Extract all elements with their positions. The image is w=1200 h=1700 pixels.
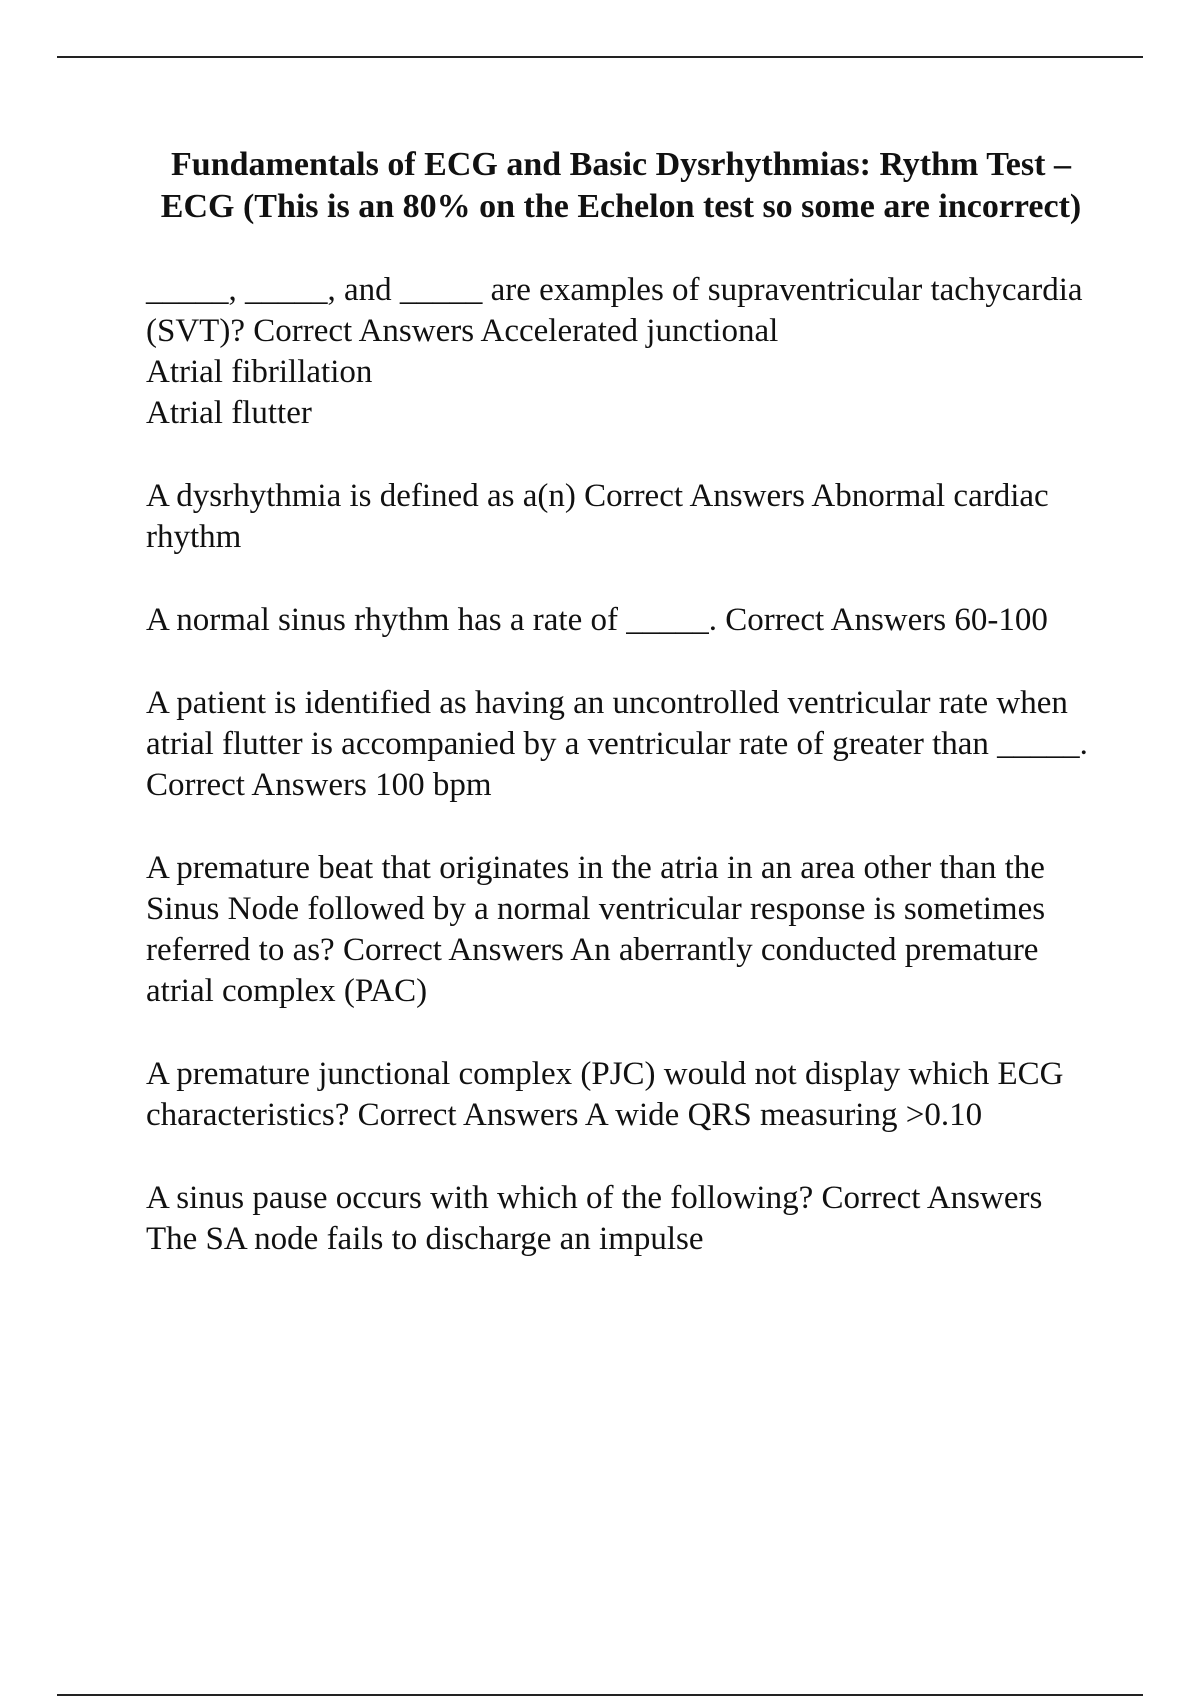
qa-item-pjc-characteristics: A premature junctional complex (PJC) would not display which ECG characteristics? Correct Answers A wide QRS measuring >0.10 bbox=[146, 1056, 1064, 1133]
qa-item-dysrhythmia-definition: A dysrhythmia is defined as a(n) Correct Answers Abnormal cardiac rhythm bbox=[146, 478, 1049, 555]
qa-item-sinus-pause: A sinus pause occurs with which of the following? Correct Answers The SA node fails to discharge an impulse bbox=[146, 1180, 1043, 1257]
document-title: Fundamentals of ECG and Basic Dysrhythmias: Rythm Test – ECG (This is an 80% on the Echelon test so some are incorrect) bbox=[160, 146, 1082, 225]
qa-item-aberrant-pac: A premature beat that originates in the atria in an area other than the Sinus Node followed by a normal ventricular response is sometimes referred to as? Correct Answers An aberrantly conducted premature atrial complex (PAC) bbox=[146, 850, 1046, 1009]
qa-item-normal-sinus-rate: A normal sinus rhythm has a rate of _____. Correct Answers 60-100 bbox=[146, 602, 1048, 638]
document-body bbox=[146, 144, 1096, 1302]
qa-item-svt-examples: _____, _____, and _____ are examples of supraventricular tachycardia (SVT)? Correct Answers Accelerated junctional Atrial fibrillation Atrial flutter bbox=[146, 272, 1083, 431]
top-rule bbox=[57, 56, 1143, 58]
qa-item-uncontrolled-ventricular-rate: A patient is identified as having an uncontrolled ventricular rate when atrial flutter is accompanied by a ventricular rate of greater than _____. Correct Answers 100 bpm bbox=[146, 685, 1088, 803]
bottom-rule bbox=[57, 1694, 1143, 1696]
